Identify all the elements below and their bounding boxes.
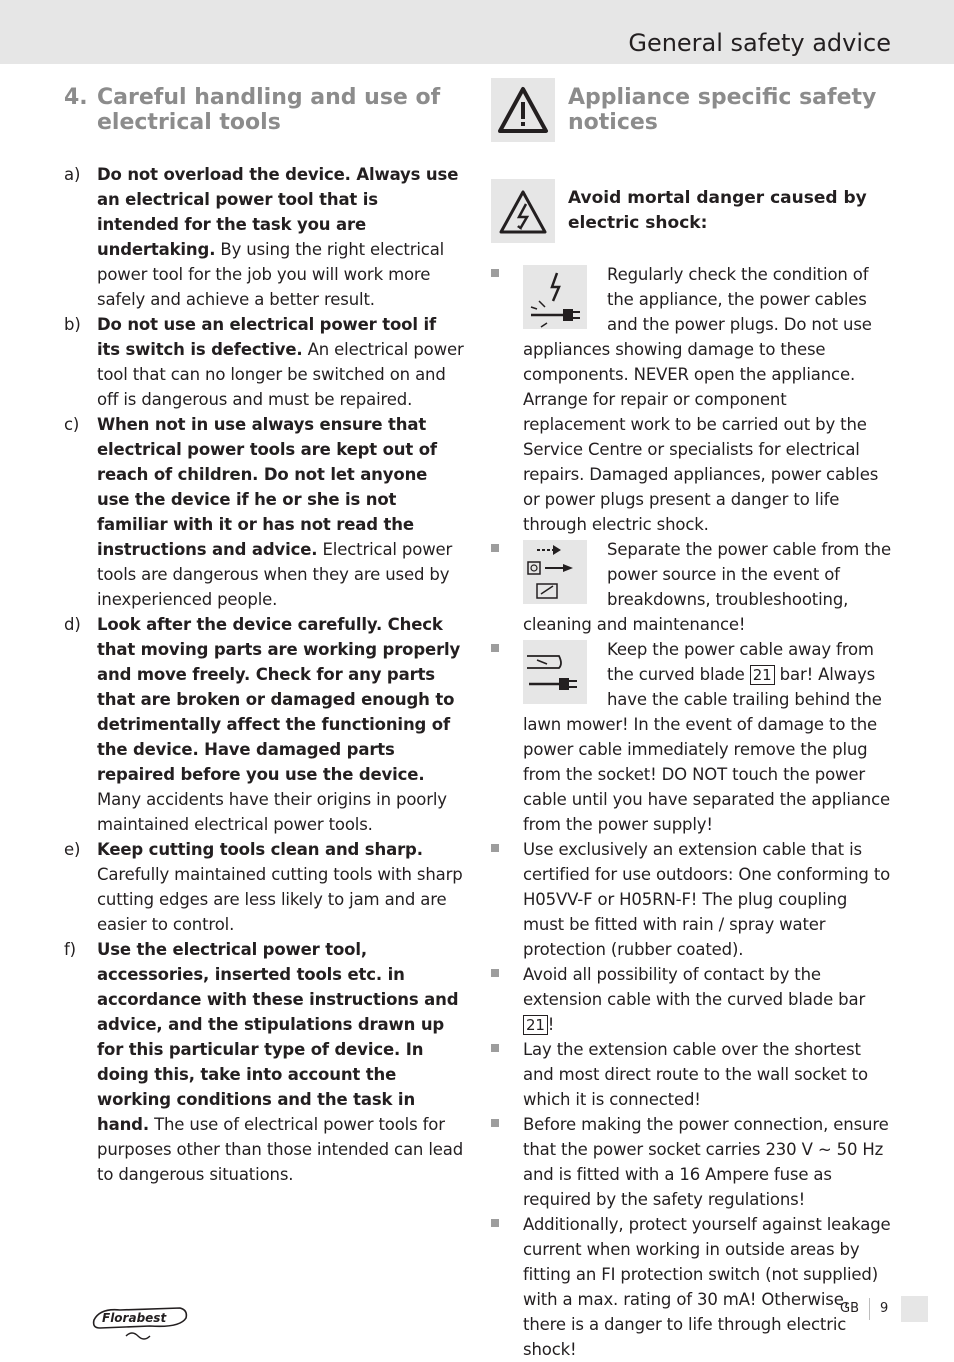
section-number: 4. [64, 85, 88, 110]
warning-heading: Avoid mortal danger caused by electric shock: [568, 188, 867, 233]
bullet-marker [491, 969, 499, 977]
electric-shock-triangle-icon [491, 179, 555, 243]
bullet-marker [491, 269, 499, 277]
bullet-marker [491, 544, 499, 552]
ref-number: 21 [523, 1015, 548, 1035]
list-item-f [64, 937, 464, 1187]
bullet-text: Keep the power cable away from the curved blade [607, 640, 874, 684]
bullet-text: Additionally, protect yourself against leakage current when working in outside areas by fitting an FI protection switch (not supplied) with a max. rating of 30 mA! Otherwise, there is a danger to life through electric shock! [523, 1215, 891, 1359]
item-text: By using the right electrical power tool for the job you will work more safely and achieve a better result. [97, 240, 445, 309]
item-marker: c) [64, 415, 80, 434]
section-title-appliance-safety: Appliance specific safety notices [568, 85, 877, 135]
section-title-text: Careful handling and use of electrical tools [97, 85, 441, 135]
list-item-b [64, 312, 464, 412]
damaged-cable-icon [523, 265, 587, 329]
cable-blade-icon [523, 640, 587, 704]
item-bold-text: Look after the device carefully. Check that moving parts are working properly and move freely. Check for any parts that are broken or damaged enough to detrimentally affect the functioning of the device. Have damaged parts repaired before you use the device. [97, 615, 461, 784]
list-item-e [64, 837, 464, 937]
bullet-text: Regularly check the condition of the appliance, the power cables and the power plugs. Do not use appliances showing damage to these components. NEVER open the appliance. Arrange for repair or component replacement work to be carried out by the Service Centre or specialists for electrical repairs. Damaged appliances, power cables or power plugs present a danger to life through electric shock. [523, 265, 879, 534]
item-text: Electrical power tools are dangerous when they are used by inexperienced people. [97, 540, 453, 609]
bullet-item-6 [523, 1037, 891, 1112]
footer-divider [869, 1298, 870, 1320]
bullet-item-1 [523, 262, 891, 537]
item-marker: a) [64, 165, 81, 184]
bullet-marker [491, 1044, 499, 1052]
bullet-marker [491, 1119, 499, 1127]
list-item-a [64, 162, 464, 312]
bullet-text: Separate the power cable from the power source in the event of breakdowns, troubleshooting, cleaning and maintenance! [523, 540, 891, 634]
page-number: 9 [880, 1301, 889, 1316]
item-bold-text: Keep cutting tools clean and sharp. [97, 840, 423, 859]
warning-triangle-icon [491, 78, 555, 142]
item-marker: e) [64, 840, 81, 859]
bullet-item-7 [523, 1112, 891, 1212]
list-item-c [64, 412, 464, 612]
bullet-text: bar! Always have the cable trailing behind the lawn mower! In the event of damage to the power cable immediately remove the plug from the socket! DO NOT touch the power cable until you have separated the appliance from the power supply! [523, 665, 891, 834]
item-text: The use of electrical power tools for purposes other than those intended can lead to dangerous situations. [97, 1115, 464, 1184]
item-text: Carefully maintained cutting tools with sharp cutting edges are less likely to jam and are easier to control. [97, 865, 463, 934]
item-bold-text: Do not overload the device. Always use an electrical power tool that is intended for the task you are undertaking. [97, 165, 459, 259]
item-text: An electrical power tool that can no longer be switched on and off is dangerous and must be repaired. [97, 340, 464, 409]
left-column [64, 162, 464, 1187]
item-marker: b) [64, 315, 81, 334]
list-item-d [64, 612, 464, 837]
logo-text: Florabest [102, 1311, 167, 1325]
item-marker: d) [64, 615, 81, 634]
right-column [523, 262, 891, 1362]
item-bold-text: Do not use an electrical power tool if its switch is defective. [97, 315, 436, 359]
bullet-item-2 [523, 537, 891, 637]
footer-tab-marker [901, 1296, 928, 1322]
bullet-item-4 [523, 837, 891, 962]
section-title-careful-handling [64, 85, 464, 135]
bullet-marker [491, 844, 499, 852]
footer-language: GB [840, 1301, 859, 1316]
unplug-icon [523, 540, 587, 604]
bullet-text: Before making the power connection, ensure that the power socket carries 230 V ~ 50 Hz and is fitted with a 16 Ampere fuse as required by the safety regulations! [523, 1115, 889, 1209]
bullet-item-8 [523, 1212, 891, 1362]
page-header-title: General safety advice [628, 29, 891, 57]
item-bold-text: When not in use always ensure that electrical power tools are kept out of reach of children. Do not let anyone use the device if he or she is not familiar with it or has not read the instructions and advice. [97, 415, 437, 559]
item-text: Many accidents have their origins in poorly maintained electrical power tools. [97, 790, 447, 834]
bullet-item-5 [523, 962, 891, 1037]
bullet-text: ! [547, 1015, 555, 1034]
bullet-item-3 [523, 637, 891, 837]
item-marker: f) [64, 940, 76, 959]
bullet-text: Lay the extension cable over the shortest and most direct route to the wall socket to which it is connected! [523, 1040, 868, 1109]
ref-number: 21 [750, 665, 775, 685]
item-bold-text: Use the electrical power tool, accessories, inserted tools etc. in accordance with these instructions and advice, and the stipulations drawn up for this particular type of device. In doing this, take into account the working conditions and the task in hand. [97, 940, 459, 1134]
florabest-logo [90, 1302, 192, 1342]
bullet-marker [491, 1219, 499, 1227]
bullet-text: Avoid all possibility of contact by the extension cable with the curved blade bar [523, 965, 866, 1009]
bullet-text: Use exclusively an extension cable that is certified for use outdoors: One conforming to H05VV-F or H05RN-F! The plug coupling must be fitted with rain / spray water protection (rubber coated). [523, 840, 891, 959]
bullet-marker [491, 644, 499, 652]
